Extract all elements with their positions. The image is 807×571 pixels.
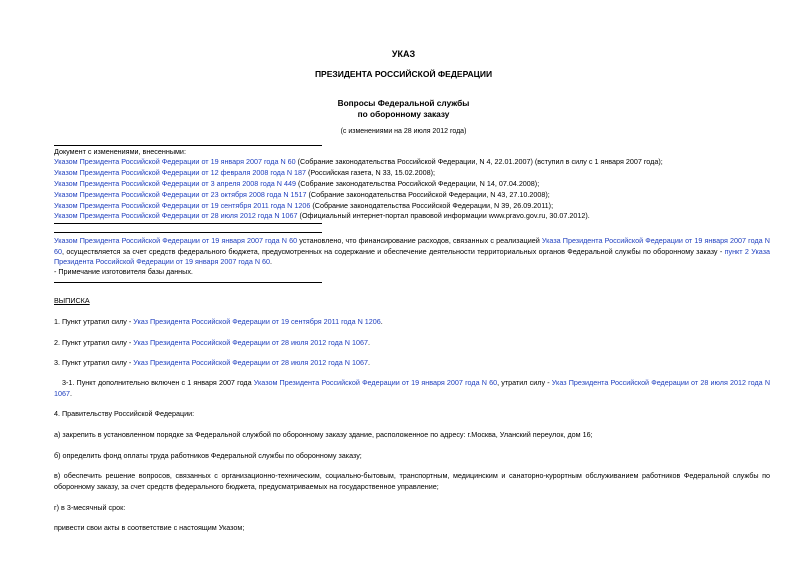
- change-source: (Российская газета, N 33, 15.02.2008);: [306, 168, 435, 177]
- paragraph-text: 3. Пункт утратил силу -: [54, 358, 134, 367]
- paragraph-text: .: [367, 358, 370, 367]
- change-source: (Собрание законодательства Российской Федерации, N 43, 27.10.2008);: [306, 190, 550, 199]
- paragraph-4: 4. Правительству Российской Федерации:: [54, 409, 195, 418]
- paragraph-text: .: [380, 317, 383, 326]
- divider: [54, 282, 322, 283]
- paragraph-4g: г) в 3-месячный срок:: [54, 503, 126, 512]
- change-item: [54, 179, 539, 189]
- note-text: установлено, что финансирование расходов, связанных с реализацией: [297, 236, 542, 245]
- divider: [54, 223, 322, 224]
- changes-intro: Документ с изменениями, внесенными:: [54, 147, 186, 156]
- extract-heading: ВЫПИСКА: [54, 296, 90, 305]
- note-link[interactable]: Указа Президента Российской Федерации от 19 января 2007 года N 60: [54, 236, 770, 256]
- doc-subject-line1: Вопросы Федеральной службы: [337, 98, 470, 108]
- doc-subject-line2: по оборонному заказу: [357, 109, 450, 119]
- paragraph-4g-item: привести свои акты в соответствие с настоящим Указом;: [54, 523, 245, 532]
- paragraph-text: 1. Пункт утратил силу -: [54, 317, 134, 326]
- doc-title-ukaz: УКАЗ: [391, 49, 416, 59]
- change-source: (Собрание законодательства Российской Федерации, N 39, 26.09.2011);: [310, 201, 554, 210]
- note-link[interactable]: пункт 2 Указа Президента Российской Федерации от 19 января 2007 года N 60: [54, 246, 770, 266]
- doc-changes-date: (с изменениями на 28 июля 2012 года): [340, 128, 467, 135]
- change-link[interactable]: Указом Президента Российской Федерации от 3 апреля 2008 года N 449: [54, 179, 296, 188]
- change-source: (Официальный интернет-портал правовой информации www.pravo.gov.ru, 30.07.2012).: [297, 211, 590, 220]
- paragraph-4a: а) закрепить в установленном порядке за Федеральной службой по оборонному заказу здание, расположенное по адресу: г.Москва, Уланский переулок, дом 16;: [54, 430, 593, 439]
- paragraph-4b: б) определить фонд оплаты труда работников Федеральной службы по оборонному заказу;: [54, 451, 362, 460]
- paragraph-text: 2. Пункт утратил силу -: [54, 338, 134, 347]
- note-text: .: [270, 257, 273, 266]
- paragraph-link[interactable]: Указ Президента Российской Федерации от 28 июля 2012 года N 1067: [54, 378, 771, 398]
- top-divider: [54, 145, 322, 146]
- change-link[interactable]: Указом Президента Российской Федерации от 28 июля 2012 года N 1067: [54, 211, 298, 220]
- paragraph-text: 3-1. Пункт дополнительно включен с 1 января 2007 года: [62, 378, 254, 387]
- change-link[interactable]: Указом Президента Российской Федерации от 19 января 2007 года N 60: [54, 157, 296, 166]
- change-item: [54, 201, 553, 211]
- change-link[interactable]: Указом Президента Российской Федерации от 12 февраля 2008 года N 187: [54, 168, 307, 177]
- change-link[interactable]: Указом Президента Российской Федерации от 23 октября 2008 года N 1517: [54, 190, 307, 199]
- paragraph-1: [54, 317, 383, 327]
- change-item: [54, 190, 550, 200]
- paragraph-3: [54, 358, 370, 368]
- paragraph-link[interactable]: Указ Президента Российской Федерации от 28 июля 2012 года N 1067: [133, 338, 368, 347]
- note-text: , осуществляется за счет средств федерального бюджета, предусмотренных на содержание и обеспечение деятельности территориальных органов Федеральной службы по оборонному заказу -: [62, 246, 725, 256]
- doc-title-president: ПРЕЗИДЕНТА РОССИЙСКОЙ ФЕДЕРАЦИИ: [314, 69, 493, 79]
- paragraph-link[interactable]: Указ Президента Российской Федерации от 28 июля 2012 года N 1067: [133, 358, 368, 367]
- paragraph-link[interactable]: Указ Президента Российской Федерации от 19 сентября 2011 года N 1206: [133, 317, 381, 326]
- change-link[interactable]: Указом Президента Российской Федерации от 19 сентября 2011 года N 1206: [54, 201, 311, 210]
- paragraph-4v: в) обеспечить решение вопросов, связанных с организационно-техническим, социально-бытовым, транспортным, медицинским и санаторно-курортным обслуживанием работников Федеральной службы по оборонному заказу, за счет средств федерального бюджета, предусматриваемых на государственное управление;: [54, 471, 770, 491]
- note-footer: - Примечание изготовителя базы данных.: [54, 267, 193, 276]
- change-source: (Собрание законодательства Российской Федерации, N 14, 07.04.2008);: [295, 179, 540, 188]
- paragraph-3-1: [54, 378, 770, 399]
- divider: [54, 232, 322, 233]
- paragraph-text: .: [367, 338, 370, 347]
- change-item: [54, 211, 590, 221]
- paragraph-2: [54, 338, 370, 348]
- change-item: [54, 168, 435, 178]
- paragraph-link[interactable]: Указом Президента Российской Федерации от 19 января 2007 года N 60: [253, 378, 498, 387]
- paragraph-text: , утратил силу -: [497, 378, 552, 387]
- paragraph-text: .: [70, 388, 72, 398]
- change-source: (Собрание законодательства Российской Федерации, N 4, 22.01.2007) (вступил в силу с 1 января 2007 года);: [295, 157, 663, 166]
- doc-subject: [0, 98, 807, 120]
- note-link[interactable]: Указом Президента Российской Федерации от 19 января 2007 года N 60: [54, 236, 298, 245]
- change-item: [54, 157, 663, 167]
- database-note: [54, 236, 770, 268]
